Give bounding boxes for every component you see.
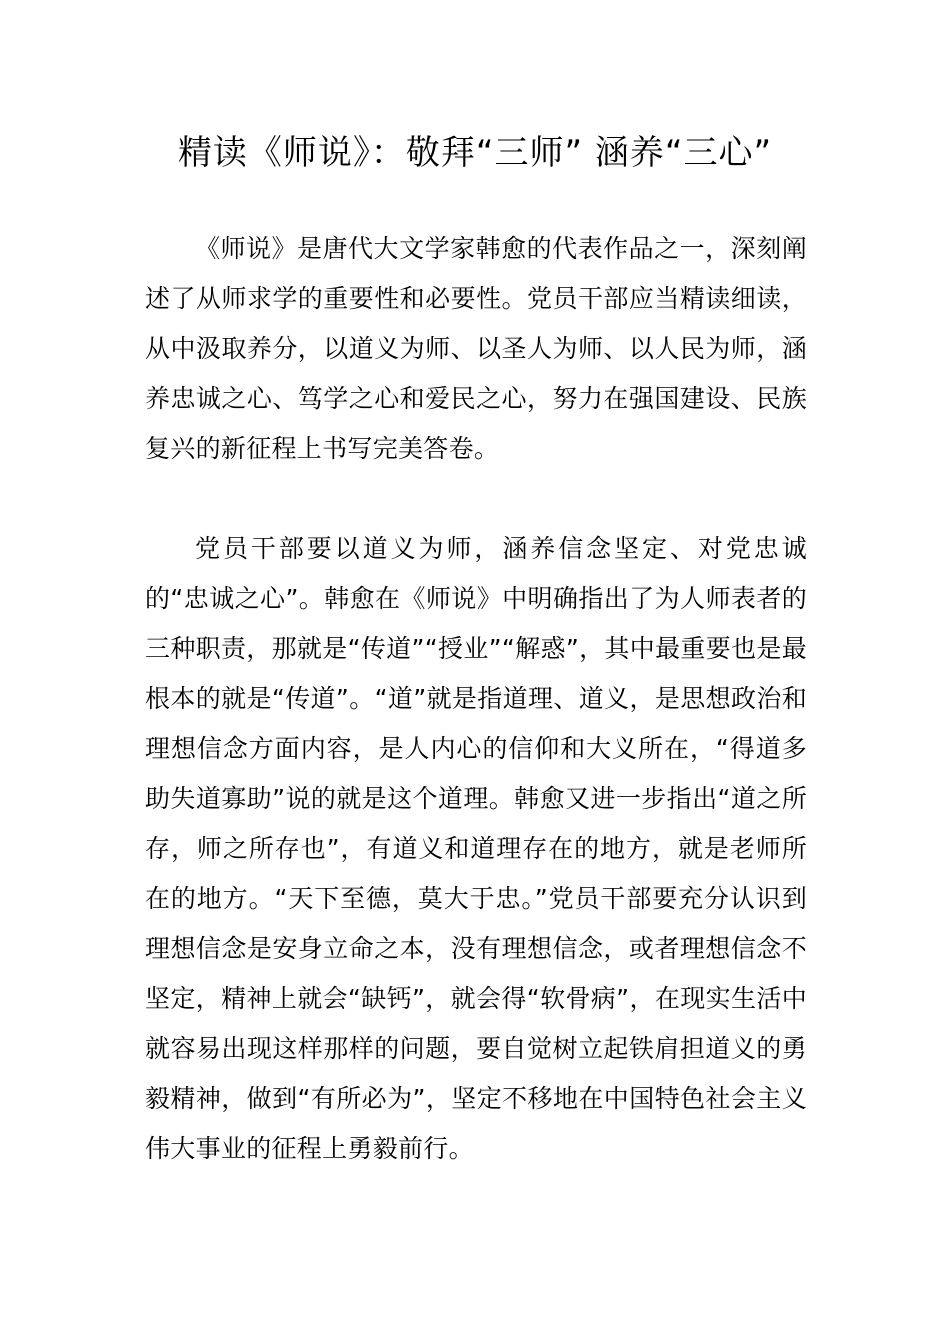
document-title: 精读《师说》：敬拜“三师” 涵养“三心” [177, 133, 773, 173]
paragraph-loyalty: 党员干部要以道义为师，涵养信念坚定、对党忠诚的“忠诚之心”。韩愈在《师说》中明确指出了为人师表者的三种职责，那就是“传道”“授业”“解惑”，其中最重要也是最根本的就是“传道”。“道”就是指道理、道义，是思想政治和理想信念方面内容，是人内心的信仰和大义所在，“得道多助失道寡助”说的就是这个道理。韩愈又进一步指出“道之所存，师之所存也”，有道义和道理存在的地方，就是老师所在的地方。“天下至德，莫大于忠。”党员干部要充分认识到理想信念是安身立命之本，没有理想信念，或者理想信念不坚定，精神上就会“缺钙”，就会得“软骨病”，在现实生活中就容易出现这样那样的问题，要自觉树立起铁肩担道义的勇毅精神，做到“有所必为”，坚定不移地在中国特色社会主义伟大事业的征程上勇毅前行。 [145, 534, 807, 1163]
paragraph-intro: 《师说》是唐代大文学家韩愈的代表作品之一，深刻阐述了从师求学的重要性和必要性。党员干部应当精读细读，从中汲取养分，以道义为师、以圣人为师、以人民为师，涵养忠诚之心、笃学之心和爱民之心，努力在强国建设、民族复兴的新征程上书写完美答卷。 [145, 234, 807, 463]
